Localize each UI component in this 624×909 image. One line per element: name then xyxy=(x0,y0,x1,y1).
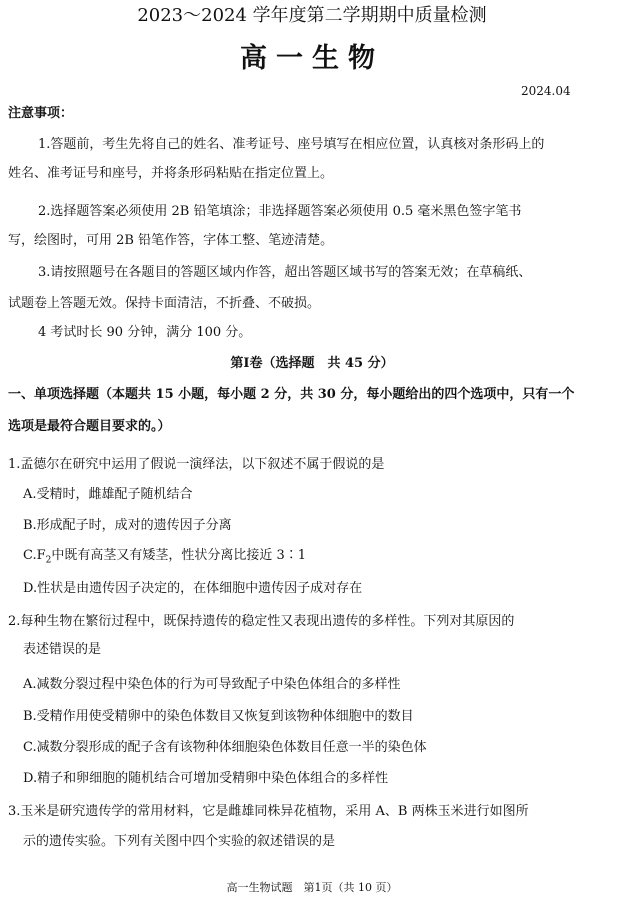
question-2-option-d: D.精子和卵细胞的随机结合可增加受精卵中染色体组合的多样性 xyxy=(23,771,389,786)
question-1-option-a: A.受精时，雌雄配子随机结合 xyxy=(23,487,193,502)
exam-date: 2024.04 xyxy=(521,84,571,98)
question-2-stem: 2.每种生物在繁衍过程中，既保持遗传的稳定性又表现出遗传的多样性。下列对其原因的 xyxy=(8,614,515,629)
question-1-option-c: $C.F_2$中既有高茎又有矮茎，性状分离比接近 3∶1 xyxy=(23,548,307,566)
question-1-stem: 1.孟德尔在研究中运用了假说一演绎法，以下叙述不属于假说的是 xyxy=(8,457,385,472)
notice-line: 姓名、准考证号和座号，并将条形码粘贴在指定位置上。 xyxy=(8,166,334,181)
question-1-option-b: B.形成配子时，成对的遗传因子分离 xyxy=(23,518,232,533)
question-2-option-c: C.减数分裂形成的配子含有该物种体细胞染色体数目任意一半的染色体 xyxy=(23,740,427,755)
question-2-option-b: B.受精作用使受精卵中的染色体数目又恢复到该物种体细胞中的数目 xyxy=(23,709,414,724)
notice-line: 2.选择题答案必须使用 2B 铅笔填涂；非选择题答案必须使用 0.5 毫米黑色签字笔书 xyxy=(38,204,522,219)
question-3-stem: 3.玉米是研究遗传学的常用材料，它是雌雄同株异花植物，采用 A、B 两株玉米进行如图所 xyxy=(8,804,529,819)
notice-line: 1.答题前，考生先将自己的姓名、准考证号、座号填写在相应位置，认真核对条形码上的 xyxy=(38,137,545,152)
notice-line: 写，绘图时，可用 2B 铅笔作答，字体工整、笔迹清楚。 xyxy=(8,233,334,248)
question-3-stem: 示的遗传实验。下列有关图中四个实验的叙述错误的是 xyxy=(23,834,336,849)
subject-title: 高一生物 xyxy=(240,43,384,74)
notice-line: 4 考试时长 90 分钟，满分 100 分。 xyxy=(38,325,252,340)
section-instruction: 一、单项选择题（本题共 15 小题，每小题 2 分，共 30 分，每小题给出的四个选项中，只有一个 xyxy=(8,387,575,402)
notice-heading: 注意事项： xyxy=(8,106,74,121)
part1-heading: 第Ⅰ卷（选择题 共 45 分） xyxy=(230,356,394,371)
notice-line: 3.请按照题号在各题目的答题区域内作答，超出答题区域书写的答案无效；在草稿纸、 xyxy=(38,265,532,280)
question-2-stem: 表述错误的是 xyxy=(23,642,102,657)
page-footer: 高一生物试题 第1页（共 10 页） xyxy=(226,881,398,894)
exam-title: 2023～2024 学年度第二学期期中质量检测 xyxy=(137,5,487,26)
notice-line: 试题卷上答题无效。保持卡面清洁，不折叠、不破损。 xyxy=(8,296,321,311)
question-2-option-a: A.减数分裂过程中染色体的行为可导致配子中染色体组合的多样性 xyxy=(23,677,401,692)
question-1-option-d: D.性状是由遗传因子决定的，在体细胞中遗传因子成对存在 xyxy=(23,581,363,596)
section-instruction: 选项是最符合题目要求的。） xyxy=(8,419,171,434)
